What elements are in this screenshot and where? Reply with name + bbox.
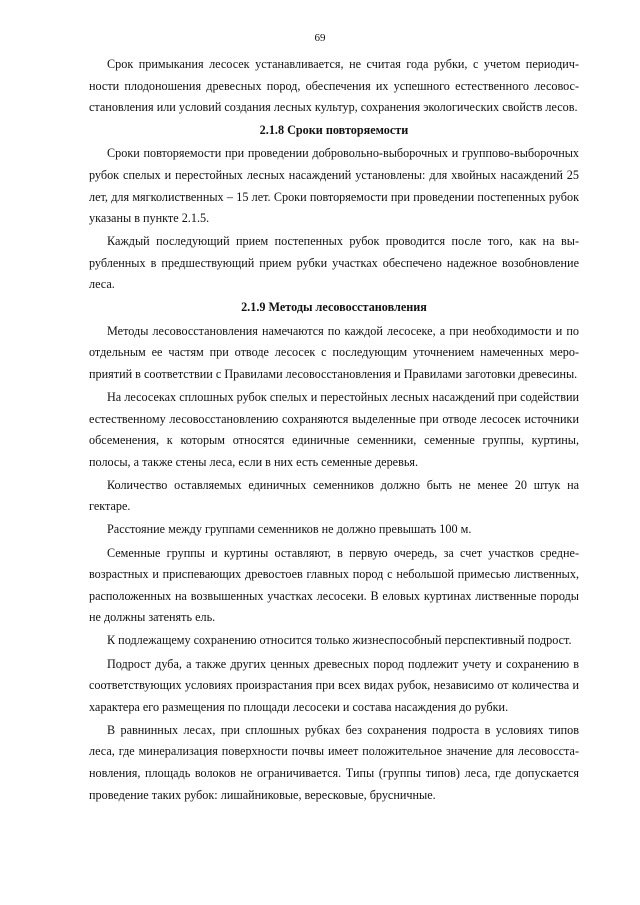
paragraph-plain-forests: В равнинных лесах, при сплошных рубках без сохранения подроста в условиях типов леса, где минерализация поверхности почвы имеет положительное значение для лесовосстановления, площадь волоков не ограничивается. Типы (группы типов) леса, где допускается проведение таких рубок: лишайниковые, вересковые, брусничные. <box>89 722 579 802</box>
paragraph-oak-undergrowth: Подрост дуба, а также других ценных древесных пород подлежит учету и сохранению в соответствующих условиях произрастания при всех видах рубок, независимо от количества и характера его размещения по площади лесосеки и состава насаждения до рубки. <box>89 656 579 714</box>
paragraph-seed-tree-count: Количество оставляемых единичных семенников должно быть не менее 20 штук на гектаре. <box>89 477 579 514</box>
paragraph-cutting-adjacency: Срок примыкания лесосек устанавливается, не считая года рубки, с учетом периодичности плодоношения древесных пород, обеспечения их успешного естественного лесовосстановления или условий создания лесных культур, сохранения экологических свойств лесов. <box>89 57 579 115</box>
paragraph-seed-group-distance: Расстояние между группами семенников не должно превышать 100 м. <box>107 522 472 537</box>
section-heading-repeat-intervals: 2.1.8 Сроки повторяемости <box>259 122 409 137</box>
paragraph-undergrowth: К подлежащему сохранению относится только жизнеспособный перспективный подрост. <box>107 633 572 648</box>
paragraph-repeat-intervals: Сроки повторяемости при проведении добровольно-выборочных и группово-выборочных рубок спелых и перестойных лесных насаждений установлены: для хвойных насаждений 25 лет, для мягколиственных – 15 лет. Сроки повторяемости при проведении постепенных рубок указаны в пункте 2.1.5. <box>89 146 579 226</box>
paragraph-reforestation-methods: Методы лесовосстановления намечаются по каждой лесосеке, а при необходимости и по отдельным ее частям при отводе лесосек с последующим уточнением намеченных мероприятий в соответствии с Правилами лесовосстановления и Правилами заготовки древесины. <box>89 323 579 381</box>
section-heading-reforestation-methods: 2.1.9 Методы лесовосстановления <box>241 300 427 315</box>
page-number: 69 <box>314 32 326 44</box>
paragraph-seed-groups: Семенные группы и куртины оставляют, в первую очередь, за счет участков средневозрастных и приспевающих древостоев главных пород с небольшой примесью лиственных, расположенных на возвышенных участках лесосеки. В еловых куртинах лиственные породы не должны затенять ель. <box>89 545 579 625</box>
paragraph-gradual-cutting: Каждый последующий прием постепенных рубок проводится после того, как на вырубленных в предшествующий прием рубки участках обеспечено надежное возобновление леса. <box>89 234 579 292</box>
document-body <box>89 54 579 806</box>
paragraph-seed-sources: На лесосеках сплошных рубок спелых и перестойных лесных насаждений при содействии естественному лесовосстановлению сохраняются выделенные при отводе лесосек источники обсеменения, к которым относятся единичные семенники, семенные группы, куртины, полосы, а также стены леса, если в них есть семенные деревья. <box>89 389 579 469</box>
